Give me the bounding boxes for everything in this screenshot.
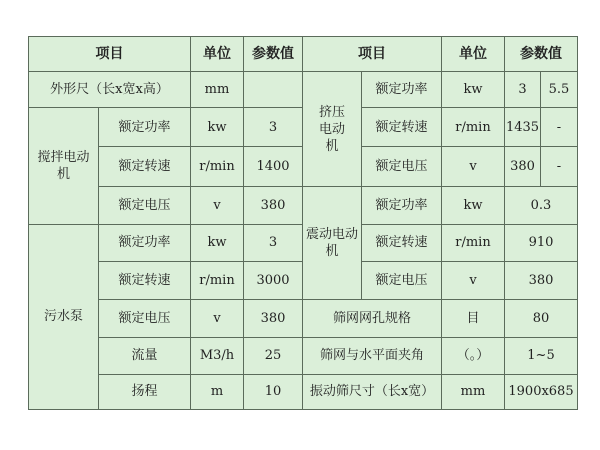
header-unit-left: 单位 (191, 37, 244, 72)
vibro-power-value: 0.3 (505, 187, 578, 225)
pump-power-value: 3 (244, 224, 303, 262)
extrude-power-v2: 5.5 (541, 72, 578, 107)
vibro-motor-group (303, 187, 362, 300)
extrude-speed-label: 额定转速 (362, 107, 442, 147)
pump-head-label: 扬程 (99, 374, 191, 410)
pump-head-unit: m (191, 374, 244, 410)
vibro-motor-label: 震动电动机 (305, 226, 358, 259)
extrude-motor-label: 挤压电动机 (318, 104, 345, 154)
vibro-power-label: 额定功率 (362, 187, 442, 225)
mixer-voltage-value: 380 (244, 187, 303, 225)
vibro-voltage-unit: v (442, 262, 505, 300)
pump-voltage-value: 380 (244, 299, 303, 338)
mixer-motor-group (29, 107, 99, 224)
pump-voltage-label: 额定电压 (99, 299, 191, 338)
header-item-left: 项目 (29, 37, 191, 72)
mixer-power-label: 额定功率 (99, 107, 191, 147)
angle-unit: （。） (442, 338, 505, 374)
mesh-label: 筛网网孔规格 (303, 299, 442, 338)
pump-power-unit: kw (191, 224, 244, 262)
extrude-speed-v2: - (541, 107, 578, 147)
pump-speed-value: 3000 (244, 262, 303, 300)
mixer-speed-value: 1400 (244, 147, 303, 187)
vibro-voltage-value: 380 (505, 262, 578, 300)
extrude-voltage-v2: - (541, 147, 578, 187)
header-value-right: 参数值 (505, 37, 578, 72)
size-label: 振动筛尺寸（长x宽） (303, 374, 442, 410)
pump-head-value: 10 (244, 374, 303, 410)
mixer-motor-label: 搅拌电动机 (37, 149, 90, 182)
mixer-power-unit: kw (191, 107, 244, 147)
pump-voltage-unit: v (191, 299, 244, 338)
extrude-speed-unit: r/min (442, 107, 505, 147)
extrude-voltage-label: 额定电压 (362, 147, 442, 187)
pump-flow-unit: M3/h (191, 338, 244, 374)
pump-speed-unit: r/min (191, 262, 244, 300)
extrude-power-label: 额定功率 (362, 72, 442, 107)
pump-power-label: 额定功率 (99, 224, 191, 262)
pump-flow-label: 流量 (99, 338, 191, 374)
pump-group: 污水泵 (29, 224, 99, 410)
mixer-speed-label: 额定转速 (99, 147, 191, 187)
mixer-power-value: 3 (244, 107, 303, 147)
table-row (29, 72, 578, 107)
vibro-speed-unit: r/min (442, 224, 505, 262)
table-row (29, 338, 578, 374)
mixer-voltage-unit: v (191, 187, 244, 225)
size-value: 1900x685 (505, 374, 578, 410)
extrude-power-unit: kw (442, 72, 505, 107)
header-row (29, 37, 578, 72)
dims-unit: mm (191, 72, 244, 107)
extrude-motor-group (303, 72, 362, 187)
table-row (29, 299, 578, 338)
angle-value: 1~5 (505, 338, 578, 374)
dims-value (244, 72, 303, 107)
vibro-power-unit: kw (442, 187, 505, 225)
extrude-voltage-v1: 380 (505, 147, 541, 187)
angle-label: 筛网与水平面夹角 (303, 338, 442, 374)
mesh-value: 80 (505, 299, 578, 338)
pump-flow-value: 25 (244, 338, 303, 374)
vibro-voltage-label: 额定电压 (362, 262, 442, 300)
table-row (29, 374, 578, 410)
pump-speed-label: 额定转速 (99, 262, 191, 300)
mixer-voltage-label: 额定电压 (99, 187, 191, 225)
table-row (29, 187, 578, 225)
mesh-unit: 目 (442, 299, 505, 338)
header-unit-right: 单位 (442, 37, 505, 72)
header-item-right: 项目 (303, 37, 442, 72)
size-unit: mm (442, 374, 505, 410)
vibro-speed-value: 910 (505, 224, 578, 262)
dims-label: 外形尺（长x宽x高） (29, 72, 191, 107)
mixer-speed-unit: r/min (191, 147, 244, 187)
extrude-power-v1: 3 (505, 72, 541, 107)
spec-table (28, 36, 578, 410)
vibro-speed-label: 额定转速 (362, 224, 442, 262)
extrude-speed-v1: 1435 (505, 107, 541, 147)
header-value-left: 参数值 (244, 37, 303, 72)
extrude-voltage-unit: v (442, 147, 505, 187)
